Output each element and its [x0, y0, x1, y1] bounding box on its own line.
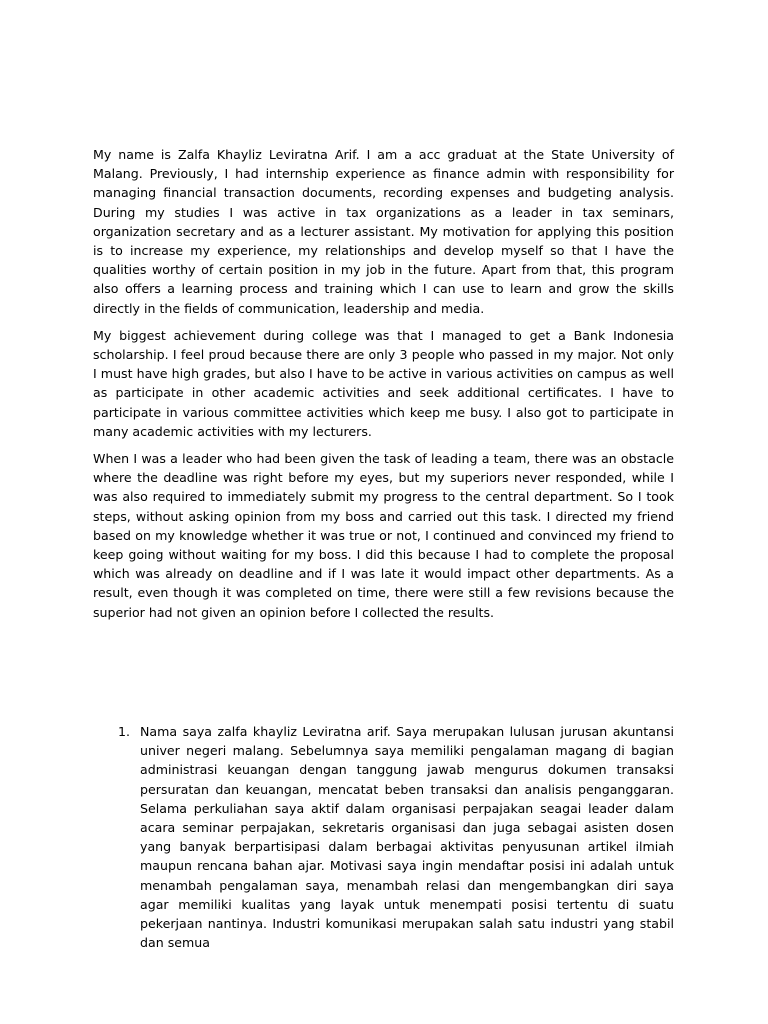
paragraph-leadership: When I was a leader who had been given the task of leading a team, there was an obstacle where the deadline was right before my eyes, but my superiors never responded, while I was also required to immediately submit my progress to the central department. So I took steps, without asking opinion from my boss and carried out this task. I directed my friend based on my knowledge whether it was true or not, I continued and convinced my friend to keep going without waiting for my boss. I did this because I had to complete the proposal which was already on deadline and if I was late it would impact other departments. As a result, even though it was completed on time, there were still a few revisions because the superior had not given an opinion before I collected the results.	[93, 451, 674, 620]
list-item-number: 1.	[118, 724, 131, 739]
list-item	[110, 722, 674, 952]
paragraph-introduction: My name is Zalfa Khayliz Leviratna Arif. I am a acc graduat at the State University of Malang. Previously, I had internship experience as finance admin with responsibility for managing financial transaction documents, recording expenses and budgeting analysis. During my studies I was active in tax organizations as a leader in tax seminars, organization secretary and as a lecturer assistant. My motivation for applying this position is to increase my experience, my relationships and develop myself so that I have the qualities worthy of certain position in my job in the future. Apart from that, this program also offers a learning process and training which I can use to learn and grow the skills directly in the fields of communication, leadership and media.	[93, 147, 674, 316]
paragraph-achievement: My biggest achievement during college was that I managed to get a Bank Indonesia scholarship. I feel proud because there are only 3 people who passed in my major. Not only I must have high grades, but also I have to be active in various activities on campus as well as participate in other academic activities and seek additional certificates. I have to participate in various committee activities which keep me busy. I also got to participate in many academic activities with my lecturers.	[93, 327, 674, 439]
english-body-text	[93, 145, 674, 630]
list-item-text: Nama saya zalfa khayliz Leviratna arif. Saya merupakan lulusan jurusan akuntansi univer negeri malang. Sebelumnya saya memiliki pengalaman magang di bagian administrasi keuangan dengan tanggung jawab mengurus dokumen transaksi persuratan dan keuangan, mencatat beben transaksi dan analisis penganggaran. Selama perkuliahan saya aktif dalam organisasi perpajakan seagai leader dalam acara seminar perpajakan, sekretaris organisasi dan juga sebagai asisten dosen yang banyak berpartisipasi dalam berbagai aktivitas penyusunan artikel ilmiah maupun rencana bahan ajar. Motivasi saya ingin mendaftar posisi ini adalah untuk menambah pengalaman saya, menambah relasi dan mengembangkan diri saya agar memiliki kualitas yang layak untuk menempati posisi tertentu di suatu pekerjaan nantinya. Industri komunikasi merupakan salah satu industri yang stabil dan semua	[140, 724, 674, 951]
indonesian-numbered-list	[110, 722, 674, 952]
